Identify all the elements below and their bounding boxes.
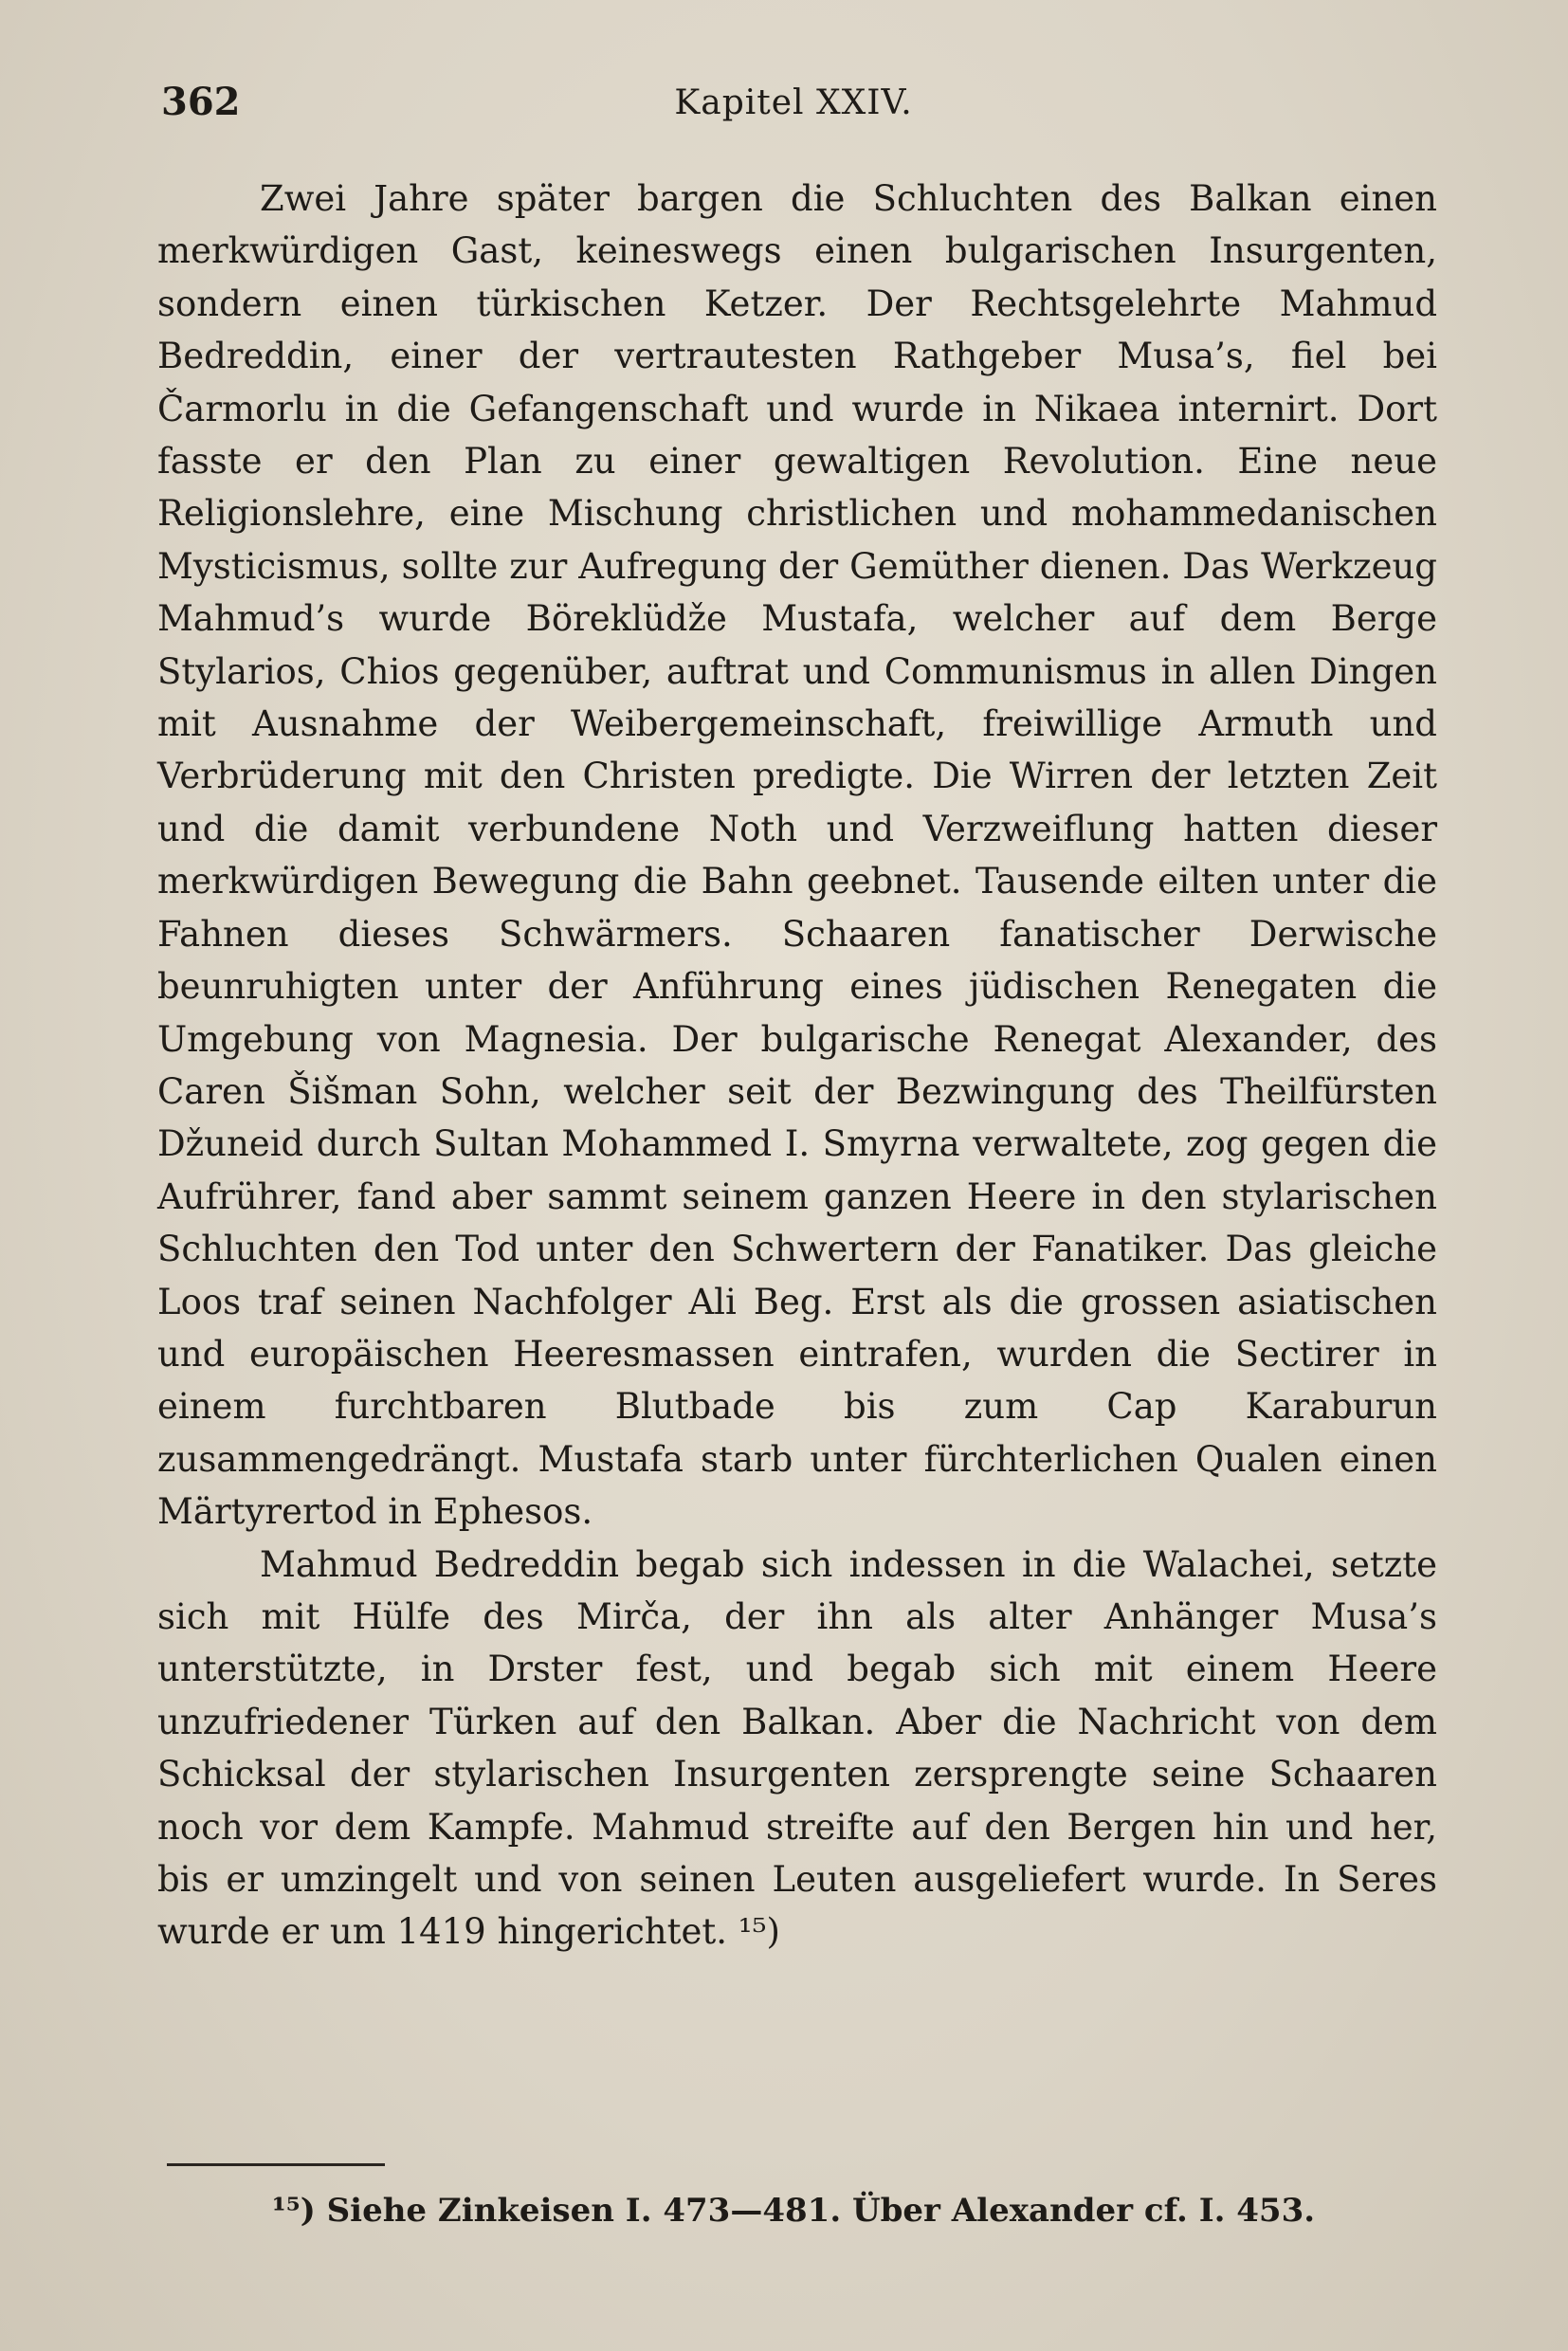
body-text [157, 173, 1437, 1959]
footnote: ¹⁵) Siehe Zinkeisen I. 473—481. Über Alexander cf. I. 453. [271, 2192, 1316, 2230]
paragraph-bedreddin-revolt: Zwei Jahre später bargen die Schluchten des Balkan einen merkwürdigen Gast, keineswegs einen bulgarischen Insurgenten, sondern einen türkischen Ketzer. Der Rechtsgelehrte Mahmud Bedreddin, einer der vertrautesten Rathgeber Musa’s, fiel bei Čarmorlu in die Gefangenschaft und wurde in Nikaea internirt. Dort fasste er den Plan zu einer gewaltigen Revolution. Eine neue Religionslehre, eine Mischung christlichen und mohammedanischen Mysticismus, sollte zur Aufregung der Gemüther dienen. Das Werkzeug Mahmud’s wurde Böreklüdže Mustafa, welcher auf dem Berge Stylarios, Chios gegenüber, auftrat und Communismus in allen Dingen mit Ausnahme der Weibergemeinschaft, freiwillige Armuth und Verbrüderung mit den Christen predigte. Die Wirren der letzten Zeit und die damit verbundene Noth und Verzweiflung hatten dieser merkwürdigen Bewegung die Bahn geebnet. Tausende eilten unter die Fahnen dieses Schwärmers. Schaaren fanatischer Derwische beunruhigten unter der Anführung eines jüdischen Renegaten die Umgebung von Magnesia. Der bulgarische Renegat Alexander, des Caren Šišman Sohn, welcher seit der Bezwingung des Theilfürsten Džuneid durch Sultan Mohammed I. Smyrna verwaltete, zog gegen die Aufrührer, fand aber sammt seinem ganzen Heere in den stylarischen Schluchten den Tod unter den Schwertern der Fanatiker. Das gleiche Loos traf seinen Nachfolger Ali Beg. Erst als die grossen asiatischen und europäischen Heeresmassen eintrafen, wurden die Sectirer in einem furchtbaren Blutbade bis zum Cap Karaburun zusammengedrängt. Mustafa starb unter fürchterlichen Qualen einen Märtyrertod in Ephesos. [157, 178, 1437, 1533]
running-head: Kapitel XXIV. [674, 83, 913, 122]
paragraph-bedreddin-fate: Mahmud Bedreddin begab sich indessen in die Walachei, setzte sich mit Hülfe des Mirča, der ihn als alter Anhänger Musa’s unterstützte, in Drster fest, und begab sich mit einem Heere unzufriedener Türken auf den Balkan. Aber die Nachricht von dem Schicksal der stylarischen Insurgenten zersprengte seine Schaaren noch vor dem Kampfe. Mahmud streifte auf den Bergen hin und her, bis er umzingelt und von seinen Leuten ausgeliefert wurde. In Seres wurde er um 1419 hingerichtet. ¹⁵) [157, 1543, 1437, 1953]
page-header [161, 80, 1426, 137]
footnote-rule [167, 2163, 385, 2166]
page-number: 362 [161, 80, 241, 124]
